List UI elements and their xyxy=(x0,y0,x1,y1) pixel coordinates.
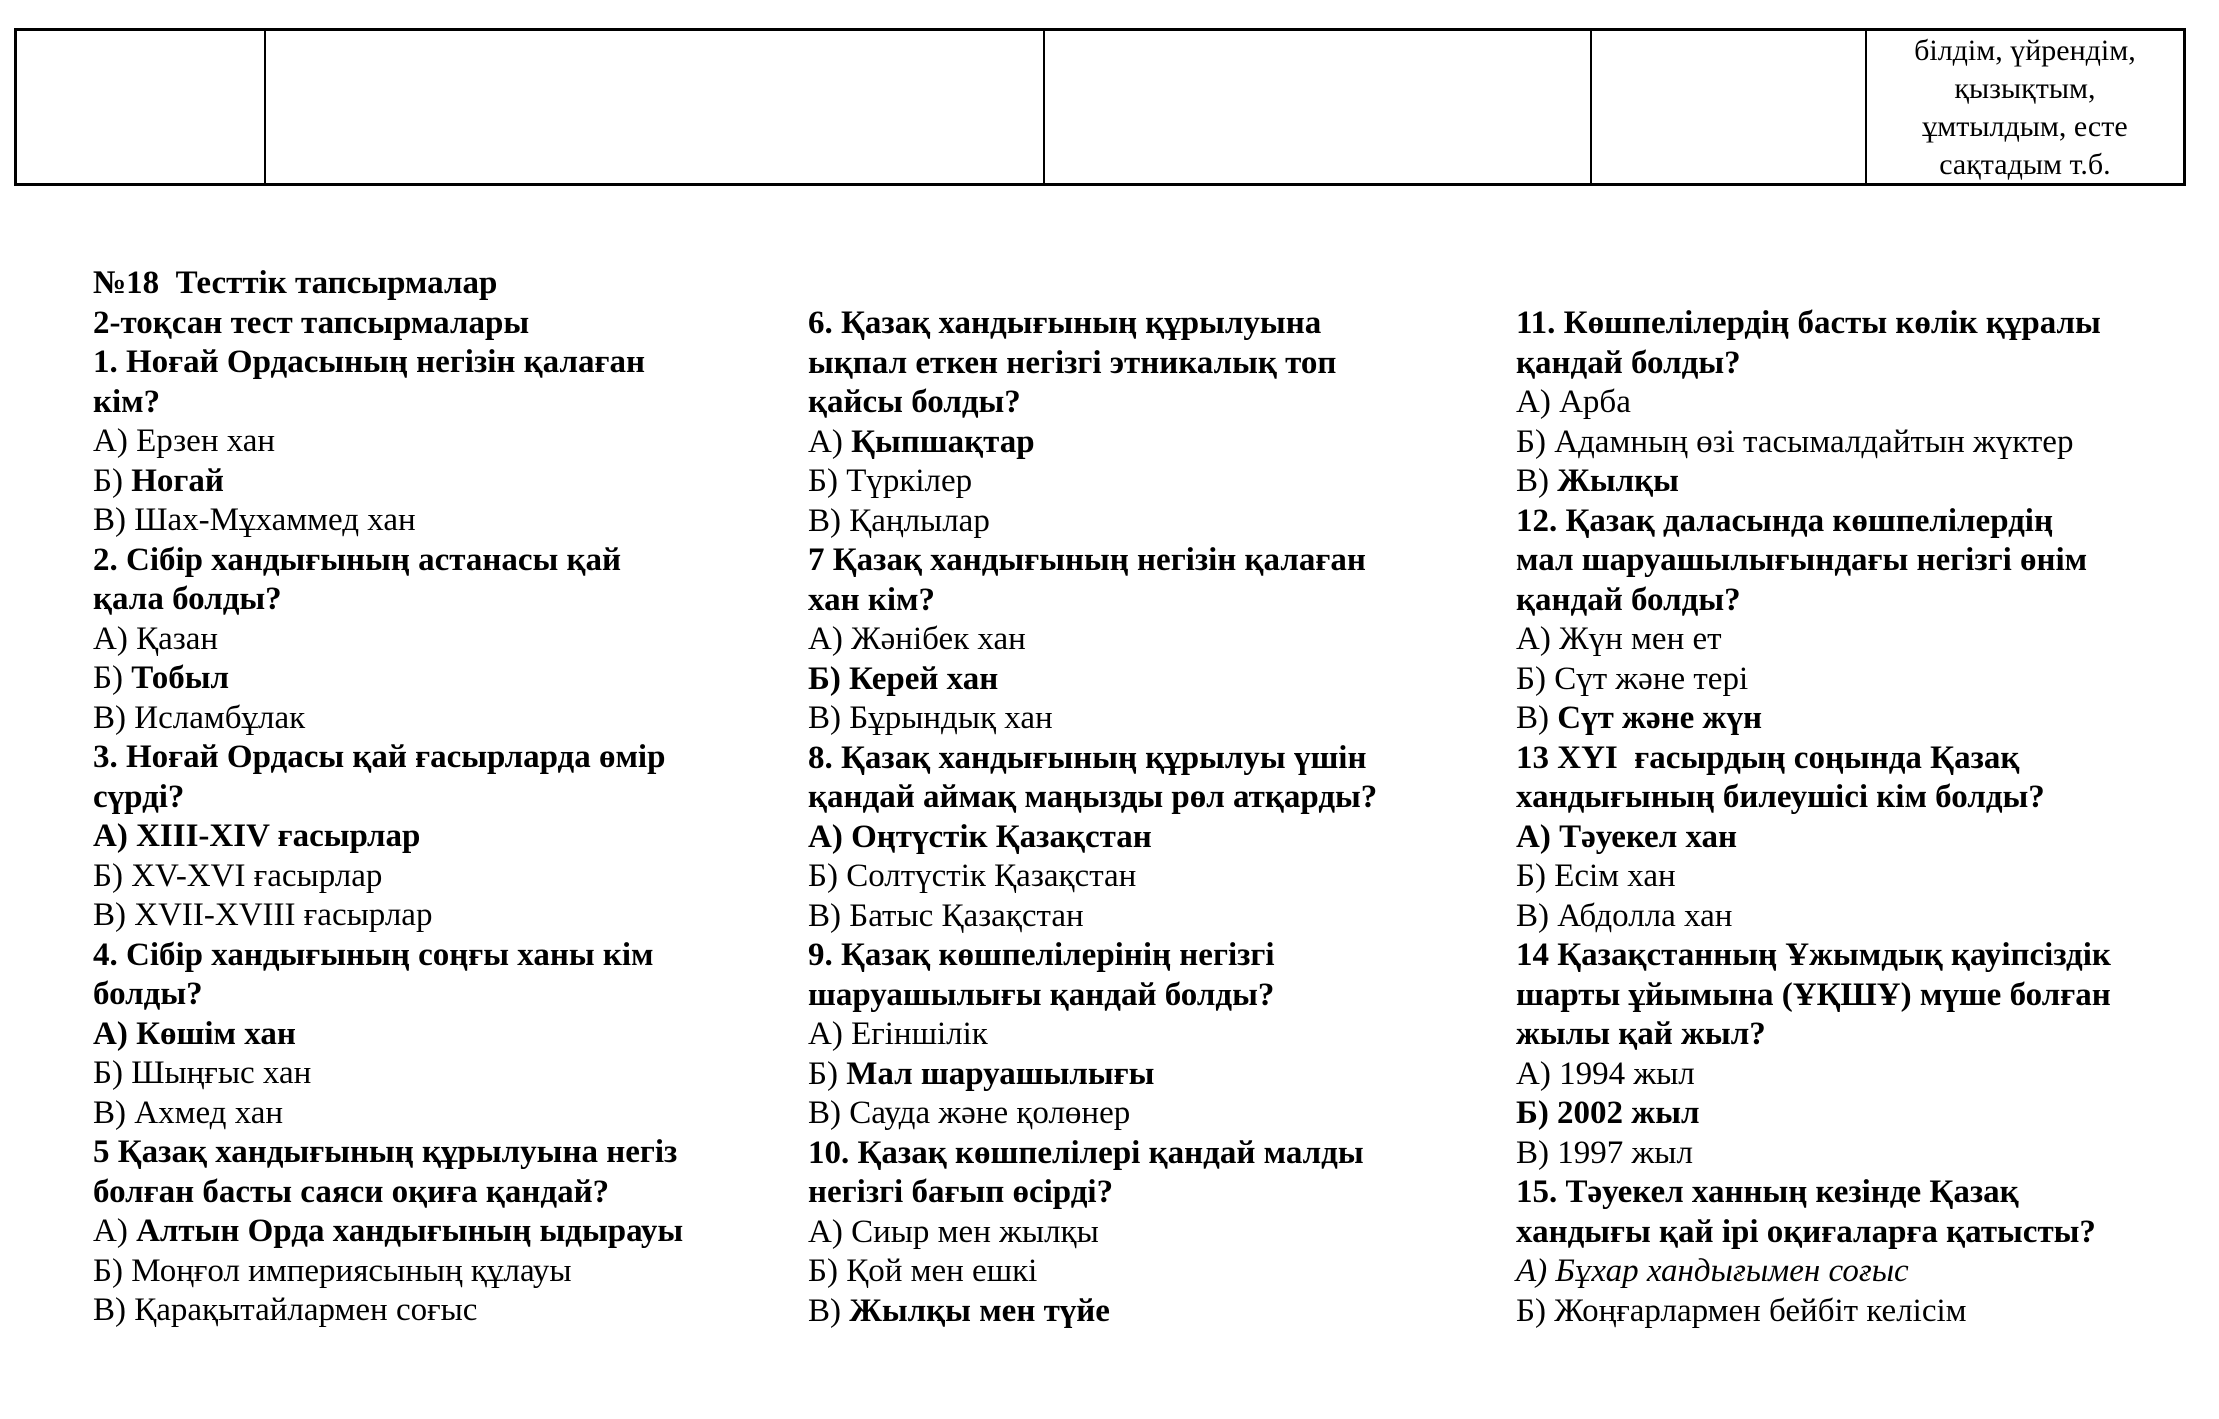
text-run: 12. Қазақ даласында көшпелілердің xyxy=(1516,502,2053,539)
test-line xyxy=(808,502,1458,542)
text-run: хан кім? xyxy=(808,581,935,618)
test-line xyxy=(1516,1015,2206,1055)
text-run: В) Ахмед хан xyxy=(93,1094,284,1131)
text-run: В) Абдолла хан xyxy=(1516,897,1733,934)
test-line xyxy=(1516,1213,2206,1253)
text-run: 1. Ноғай Ордасының негізін қалаған xyxy=(93,344,645,380)
test-line xyxy=(808,818,1458,858)
text-run: 6. Қазақ хандығының құрылуына xyxy=(808,305,1322,341)
test-line xyxy=(808,541,1458,581)
test-line xyxy=(93,422,753,462)
test-line xyxy=(1516,462,2206,502)
text-run: 10. Қазақ көшпелілері қандай малды xyxy=(808,1134,1364,1171)
text-run: Б) xyxy=(93,660,132,696)
test-line xyxy=(808,1292,1458,1332)
test-line xyxy=(93,896,753,936)
text-run: қайсы болды? xyxy=(808,384,1021,420)
test-line xyxy=(1516,383,2206,423)
text-run: В) Батыс Қазақстан xyxy=(808,897,1084,934)
test-column-3 xyxy=(1516,304,2206,1331)
text-run: А) Жүн мен ет xyxy=(1516,621,1722,657)
test-line xyxy=(93,501,753,541)
test-line xyxy=(808,581,1458,621)
text-run: жылы қай жыл? xyxy=(1516,1016,1766,1052)
text-run: Мал шаруашылығы xyxy=(846,1055,1155,1092)
text-run: болған басты саяси оқиға қандай? xyxy=(93,1173,610,1210)
note-line: білдім, үйрендім, xyxy=(1914,34,2136,67)
text-run: Б) Адамның өзі тасымалдайтын жүктер xyxy=(1516,423,2074,460)
test-line xyxy=(808,660,1458,700)
text-run: В) Сауда және қолөнер xyxy=(808,1095,1131,1131)
header-table xyxy=(14,28,2186,186)
test-line xyxy=(1516,1173,2206,1213)
test-line xyxy=(1516,778,2206,818)
text-run: Б) Шыңғыс хан xyxy=(93,1055,312,1091)
header-table-cell-3 xyxy=(1045,31,1591,183)
text-run: 15. Тәуекел ханның кезінде Қазақ xyxy=(1516,1174,2019,1210)
test-line xyxy=(1516,739,2206,779)
text-run: А) xyxy=(93,1213,137,1249)
text-run: В) xyxy=(1516,700,1558,736)
text-run: А) Егіншілік xyxy=(808,1016,988,1052)
text-run: А) Оңтүстік Қазақстан xyxy=(808,818,1152,855)
text-run: 3. Ноғай Ордасы қай ғасырларда өмір xyxy=(93,739,666,775)
text-run: Б) Моңғол империясының құлауы xyxy=(93,1252,572,1289)
test-line xyxy=(93,738,753,778)
test-line xyxy=(93,1291,753,1331)
text-run: Б) Керей хан xyxy=(808,660,999,697)
header-table-cell-2 xyxy=(266,31,1045,183)
test-line xyxy=(808,1094,1458,1134)
test-line xyxy=(808,857,1458,897)
test-line xyxy=(93,975,753,1015)
test-line xyxy=(93,699,753,739)
test-line xyxy=(808,778,1458,818)
text-run: қандай аймақ маңызды рөл атқарды? xyxy=(808,779,1378,815)
test-line xyxy=(808,1173,1458,1213)
test-line xyxy=(93,1252,753,1292)
text-run: А) Арба xyxy=(1516,384,1631,420)
text-run: Б) Сүт және тері xyxy=(1516,660,1749,697)
text-run: Б) Түркілер xyxy=(808,463,973,499)
test-line xyxy=(808,976,1458,1016)
note-line: қызықтым, xyxy=(1954,72,2096,105)
test-line xyxy=(93,1212,753,1252)
text-run: Б) 2002 жыл xyxy=(1516,1095,1700,1131)
test-line xyxy=(93,462,753,502)
test-line xyxy=(1516,1094,2206,1134)
test-line xyxy=(808,699,1458,739)
test-line xyxy=(93,304,753,344)
text-run: 7 Қазақ хандығының негізін қалаған xyxy=(808,542,1366,578)
text-run: 2-тоқсан тест тапсырмалары xyxy=(93,304,530,341)
text-run: А) Сиыр мен жылқы xyxy=(808,1213,1099,1250)
text-run: Б) Қой мен ешкі xyxy=(808,1253,1038,1289)
text-run: А) Көшім хан xyxy=(93,1015,296,1052)
test-line xyxy=(808,383,1458,423)
test-line xyxy=(1516,660,2206,700)
test-line xyxy=(1516,699,2206,739)
header-table-note-cell xyxy=(1867,31,2183,183)
test-line xyxy=(93,541,753,581)
text-run: Қыпшақтар xyxy=(851,423,1035,460)
text-run: А) Қазан xyxy=(93,620,219,657)
test-line xyxy=(808,936,1458,976)
test-line xyxy=(1516,1292,2206,1332)
test-line xyxy=(93,580,753,620)
test-line xyxy=(1516,936,2206,976)
text-run: А) Ерзен хан xyxy=(93,423,276,459)
test-line xyxy=(93,659,753,699)
test-line xyxy=(1516,502,2206,542)
text-run: қала болды? xyxy=(93,581,282,617)
test-line xyxy=(808,897,1458,937)
test-column-1 xyxy=(93,264,753,1331)
test-line xyxy=(808,304,1458,344)
text-run: В) xyxy=(808,1292,850,1329)
text-run: В) Қарақытайлармен соғыс xyxy=(93,1292,478,1328)
test-line xyxy=(93,936,753,976)
test-line xyxy=(93,857,753,897)
text-run: негізгі бағып өсірді? xyxy=(808,1174,1114,1210)
test-line xyxy=(1516,818,2206,858)
text-run: Ногай xyxy=(131,462,224,499)
test-line xyxy=(808,344,1458,384)
text-run: Б) xyxy=(808,1055,847,1092)
test-line xyxy=(1516,620,2206,660)
text-run: 14 Қазақстанның Ұжымдық қауіпсіздік xyxy=(1516,937,2111,973)
text-run: №18 Тесттік тапсырмалар xyxy=(93,265,498,301)
text-run: шарты ұйымына (ҰҚШҰ) мүше болған xyxy=(1516,976,2111,1013)
text-run: Жылқы мен түйе xyxy=(849,1292,1110,1329)
text-run: болды? xyxy=(93,976,203,1012)
text-run: 8. Қазақ хандығының құрылуы үшін xyxy=(808,739,1367,776)
text-run: қандай болды? xyxy=(1516,344,1741,381)
text-run: Б) Есім хан xyxy=(1516,858,1676,894)
text-run: Тобыл xyxy=(131,660,230,696)
test-line xyxy=(93,1054,753,1094)
test-line xyxy=(1516,344,2206,384)
text-run: Б) xyxy=(93,462,132,499)
text-run: кім? xyxy=(93,383,161,420)
test-line xyxy=(93,1015,753,1055)
text-run: В) Қаңлылар xyxy=(808,502,990,539)
text-run: А) Жәнібек хан xyxy=(808,621,1026,657)
test-line xyxy=(93,264,753,304)
text-run: А) XIII-XIV ғасырлар xyxy=(93,818,421,854)
test-line xyxy=(1516,581,2206,621)
test-line xyxy=(93,343,753,383)
text-run: мал шаруашылығындағы негізгі өнім xyxy=(1516,542,2088,578)
test-line xyxy=(808,1015,1458,1055)
test-line xyxy=(808,1213,1458,1253)
test-line xyxy=(1516,541,2206,581)
text-run: В) 1997 жыл xyxy=(1516,1134,1693,1171)
text-run: сүрді? xyxy=(93,778,185,815)
text-run: Б) Жоңғарлармен бейбіт келісім xyxy=(1516,1292,1967,1329)
text-run: хандығының билеушісі кім болды? xyxy=(1516,779,2045,815)
text-run: Жылқы xyxy=(1557,463,1679,499)
test-line xyxy=(808,739,1458,779)
test-line xyxy=(93,383,753,423)
test-line xyxy=(1516,1134,2206,1174)
text-run: 5 Қазақ хандығының құрылуына негіз xyxy=(93,1134,678,1170)
test-line xyxy=(93,1133,753,1173)
text-run: ықпал еткен негізгі этникалық топ xyxy=(808,344,1337,381)
text-run: В) xyxy=(1516,463,1558,499)
test-line xyxy=(1516,304,2206,344)
text-run: Б) Солтүстік Қазақстан xyxy=(808,858,1137,894)
text-run: А) Тәуекел хан xyxy=(1516,818,1738,855)
test-line xyxy=(1516,1252,2206,1292)
test-line xyxy=(93,620,753,660)
note-line: сақтадым т.б. xyxy=(1939,148,2111,181)
text-run: Алтын Орда хандығының ыдырауы xyxy=(136,1213,684,1249)
text-run: 4. Сібір хандығының соңғы ханы кім xyxy=(93,936,654,973)
text-run: хандығы қай ірі оқиғаларға қатысты? xyxy=(1516,1213,2096,1250)
header-table-cell-1 xyxy=(17,31,266,183)
text-run: В) Шах-Мұхаммед хан xyxy=(93,502,416,538)
text-run: Б) XV-XVI ғасырлар xyxy=(93,857,383,894)
test-column-2 xyxy=(808,304,1458,1331)
test-line xyxy=(1516,976,2206,1016)
text-run: 13 XYI ғасырдың соңында Қазақ xyxy=(1516,739,2020,776)
test-line xyxy=(808,1134,1458,1174)
text-run: В) Исламбұлак xyxy=(93,699,306,736)
test-line xyxy=(93,778,753,818)
text-run: В) Бұрындық хан xyxy=(808,700,1053,736)
test-line xyxy=(808,1055,1458,1095)
test-line xyxy=(1516,1055,2206,1095)
note-line: ұмтылдым, есте xyxy=(1922,110,2128,143)
text-run: А) Бұхар хандығымен соғыс xyxy=(1516,1253,1909,1289)
text-run: 9. Қазақ көшпелілерінің негізгі xyxy=(808,937,1275,973)
test-line xyxy=(93,1094,753,1134)
test-line xyxy=(1516,423,2206,463)
text-run: 2. Сібір хандығының астанасы қай xyxy=(93,541,622,578)
test-line xyxy=(93,817,753,857)
text-run: Сүт және жүн xyxy=(1557,700,1762,736)
text-run: А) xyxy=(808,423,852,460)
test-line xyxy=(808,423,1458,463)
text-run: қандай болды? xyxy=(1516,581,1741,618)
test-line xyxy=(1516,857,2206,897)
text-run: А) 1994 жыл xyxy=(1516,1055,1695,1092)
test-line xyxy=(93,1173,753,1213)
test-line xyxy=(808,462,1458,502)
text-run: В) XVII-XVIII ғасырлар xyxy=(93,897,433,933)
header-table-cell-4 xyxy=(1592,31,1867,183)
test-line xyxy=(1516,897,2206,937)
test-line xyxy=(808,1252,1458,1292)
text-run: шаруашылығы қандай болды? xyxy=(808,976,1275,1013)
test-line xyxy=(808,620,1458,660)
text-run: 11. Көшпелілердің басты көлік құралы xyxy=(1516,305,2101,341)
